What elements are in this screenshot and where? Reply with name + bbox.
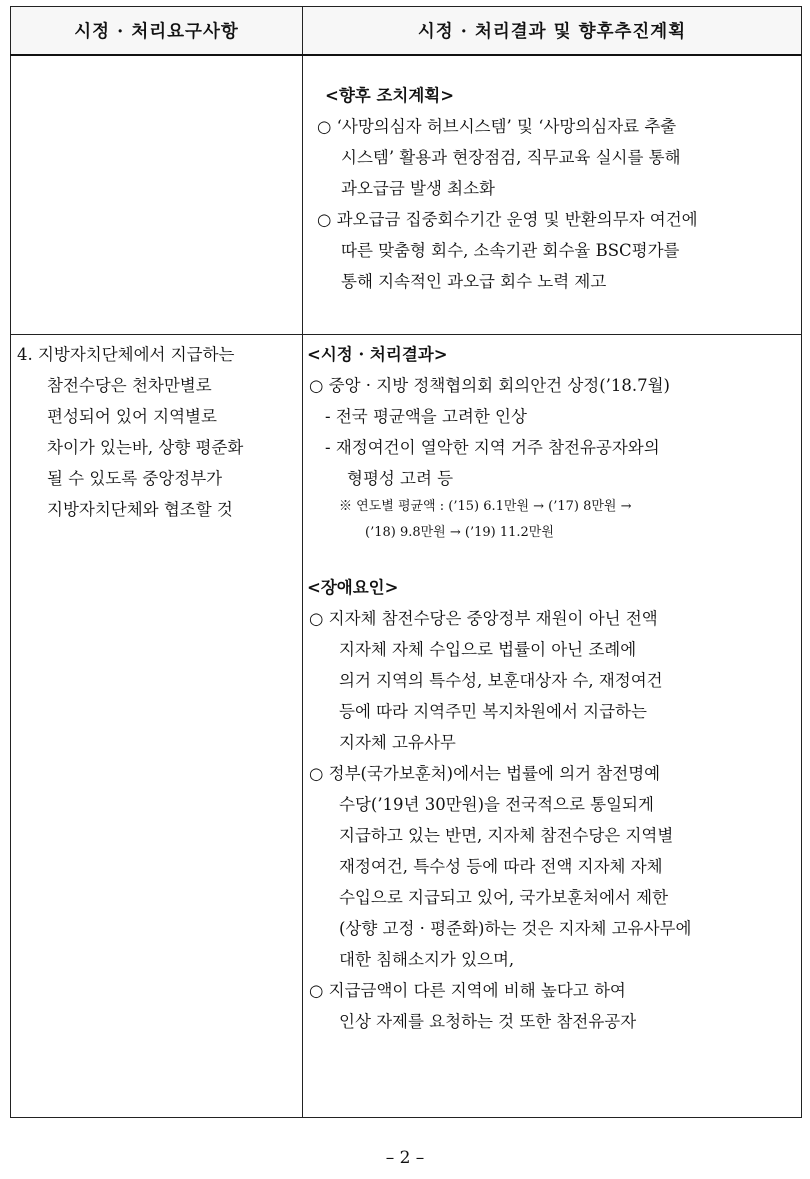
plan-heading: <향후 조치계획> <box>325 86 455 105</box>
plan-line: 시스템’ 활용과 현장점검, 직무교육 실시를 통해 <box>341 148 681 167</box>
plan-line: 과오급금 발생 최소화 <box>341 179 495 198</box>
request-line: 지방자치단체와 협조할 것 <box>47 500 233 519</box>
request-cell-empty <box>11 55 303 335</box>
table-row <box>11 335 802 1118</box>
result-line: - 전국 평균액을 고려한 인상 <box>325 407 527 426</box>
plan-line: 통해 지속적인 과오급 회수 노력 제고 <box>341 272 607 291</box>
plan-line: ○ ‘사망의심자 허브시스템’ 및 ‘사망의심자료 추출 <box>317 117 677 136</box>
result-line: ○ 중앙 · 지방 정책협의회 회의안건 상정(’18.7월) <box>309 376 670 395</box>
obstacle-line: 지자체 고유사무 <box>339 733 456 752</box>
report-table <box>10 6 802 1118</box>
average-note: (’18) 9.8만원 → (’19) 11.2만원 <box>365 525 554 540</box>
obstacle-line: 수입으로 지급되고 있어, 국가보훈처에서 제한 <box>339 888 669 907</box>
request-line: 될 수 있도록 중앙정부가 <box>47 469 223 488</box>
header-request: 시정 · 처리요구사항 <box>11 7 303 56</box>
header-result: 시정 · 처리결과 및 향후추진계획 <box>303 7 802 56</box>
obstacle-line: 수당(’19년 30만원)을 전국적으로 통일되게 <box>339 795 654 814</box>
result-line: - 재정여건이 열악한 지역 거주 참전유공자와의 <box>325 438 660 457</box>
obstacle-line: ○ 지자체 참전수당은 중앙정부 재원이 아닌 전액 <box>309 609 658 628</box>
request-line: 편성되어 있어 지역별로 <box>47 407 217 426</box>
plan-line: ○ 과오급금 집중회수기간 운영 및 반환의무자 여건에 <box>317 210 698 229</box>
obstacle-line: 대한 침해소지가 있으며, <box>339 950 515 969</box>
request-line: 4. 지방자치단체에서 지급하는 <box>17 345 235 364</box>
document-page <box>10 6 801 1118</box>
average-note: ※ 연도별 평균액 : (’15) 6.1만원 → (’17) 8만원 → <box>339 499 632 514</box>
result-line: 형평성 고려 등 <box>347 469 454 488</box>
request-line: 참전수당은 천차만별로 <box>47 376 212 395</box>
obstacle-line: 등에 따라 지역주민 복지차원에서 지급하는 <box>339 702 647 721</box>
obstacle-line: 인상 자제를 요청하는 것 또한 참전유공자 <box>339 1012 637 1031</box>
obstacle-line: (상향 고정 · 평준화)하는 것은 지자체 고유사무에 <box>339 919 692 938</box>
obstacle-line: 지급하고 있는 반면, 지자체 참전수당은 지역별 <box>339 826 674 845</box>
obstacle-line: 지자체 자체 수입으로 법률이 아닌 조례에 <box>339 640 637 659</box>
table-row <box>11 55 802 335</box>
request-cell <box>11 335 303 1118</box>
result-cell <box>303 55 802 335</box>
page-number: – 2 – <box>385 1148 425 1168</box>
table-header-row <box>11 7 802 56</box>
result-heading: <시정 · 처리결과> <box>307 345 448 364</box>
obstacle-line: 의거 지역의 특수성, 보훈대상자 수, 재정여건 <box>339 671 663 690</box>
obstacle-line: 재정여건, 특수성 등에 따라 전액 지자체 자체 <box>339 857 663 876</box>
result-cell <box>303 335 802 1118</box>
obstacle-line: ○ 지급금액이 다른 지역에 비해 높다고 하여 <box>309 981 626 1000</box>
obstacle-heading: <장애요인> <box>307 578 399 597</box>
request-line: 차이가 있는바, 상향 평준화 <box>47 438 244 457</box>
obstacle-line: ○ 정부(국가보훈처)에서는 법률에 의거 참전명예 <box>309 764 661 783</box>
plan-line: 따른 맞춤형 회수, 소속기관 회수율 BSC평가를 <box>341 241 680 260</box>
